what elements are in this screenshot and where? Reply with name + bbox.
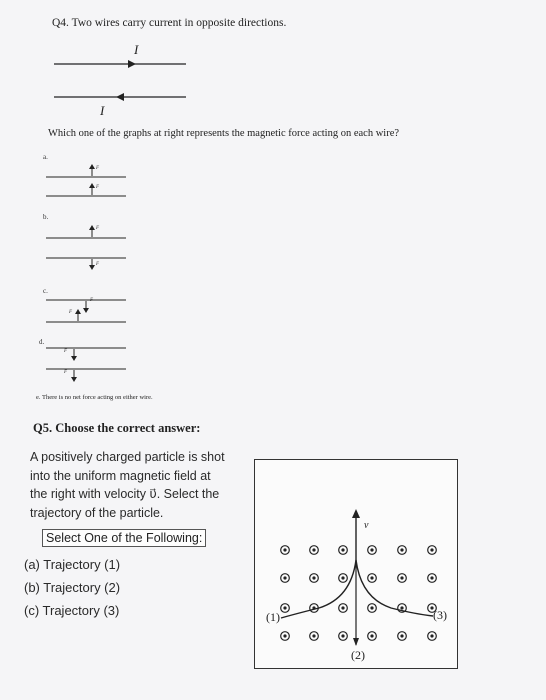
q4-title: Q4. Two wires carry current in opposite directions. — [52, 17, 287, 29]
top-current-arrow — [128, 60, 136, 68]
option-c-top-force: F — [90, 298, 94, 303]
choice-c[interactable]: (c) Trajectory (3) — [24, 603, 120, 618]
field-dot-center — [341, 548, 344, 551]
q4-prompt: Which one of the graphs at right represents the magnetic force acting on each wire? — [48, 128, 400, 139]
bottom-current-arrow — [116, 93, 124, 101]
option-a-graph — [40, 160, 135, 205]
option-e-text: e. There is no net force acting on either wire. — [36, 394, 153, 401]
magnetic-field-figure — [254, 459, 458, 669]
field-dot-center — [341, 576, 344, 579]
field-dot-center — [430, 576, 433, 579]
field-dot-center — [312, 634, 315, 637]
option-c-letter: c. — [43, 287, 48, 295]
field-dot-center — [341, 606, 344, 609]
option-a-bottom-force: F — [96, 185, 100, 190]
trajectory-2-arrowhead — [353, 638, 359, 646]
field-dot-center — [370, 576, 373, 579]
q5-body-line: the right with velocity υ⃗. Select the — [30, 487, 220, 501]
field-dot-center — [283, 548, 286, 551]
field-dot-center — [283, 634, 286, 637]
option-d-top-force: F — [64, 349, 68, 354]
field-dot-center — [400, 548, 403, 551]
q5-body — [30, 448, 240, 522]
top-current-label: I — [134, 42, 139, 57]
option-c-bottom-force: F — [69, 310, 73, 315]
option-b-graph — [40, 222, 135, 272]
option-a-top-force: F — [96, 166, 100, 171]
field-dot-center — [283, 576, 286, 579]
choice-b[interactable]: (b) Trajectory (2) — [24, 580, 121, 595]
trajectory-2-label: (2) — [351, 648, 365, 662]
velocity-arrowhead — [352, 509, 360, 518]
select-label-box: Select One of the Following: — [42, 529, 206, 547]
q5-body-line: trajectory of the particle. — [30, 505, 164, 520]
trajectory-3-label: (3) — [433, 608, 447, 622]
field-dot-center — [430, 634, 433, 637]
field-dot-center — [312, 576, 315, 579]
option-b-bottom-force: F — [96, 262, 100, 267]
q5-body-line: A positively charged particle is shot — [30, 450, 225, 464]
trajectory-1-label: (1) — [266, 610, 280, 624]
option-b-top-force: F — [96, 226, 100, 231]
q5-body-line: into the uniform magnetic field at — [30, 468, 211, 483]
q5-title: Q5. Choose the correct answer: — [33, 421, 201, 435]
option-d-letter: d. — [39, 338, 45, 346]
field-dot-center — [312, 548, 315, 551]
option-b-letter: b. — [43, 213, 49, 221]
field-dot-center — [430, 548, 433, 551]
field-dot-center — [400, 634, 403, 637]
option-d-bottom-force: F — [64, 370, 68, 375]
velocity-label: v⃗ — [364, 520, 377, 531]
field-dot-center — [370, 548, 373, 551]
option-a-letter: a. — [43, 153, 48, 161]
two-wires-diagram — [50, 40, 190, 120]
choice-a[interactable]: (a) Trajectory (1) — [24, 557, 121, 572]
field-dots — [281, 546, 437, 641]
option-d-graph — [40, 344, 135, 388]
field-dot-center — [283, 606, 286, 609]
field-dot-center — [400, 576, 403, 579]
field-dot-center — [400, 606, 403, 609]
field-dot-center — [370, 634, 373, 637]
bottom-current-label: I — [100, 103, 105, 118]
field-diagram — [255, 460, 457, 667]
field-dot-center — [370, 606, 373, 609]
option-c-graph — [40, 292, 135, 328]
field-dot-center — [341, 634, 344, 637]
